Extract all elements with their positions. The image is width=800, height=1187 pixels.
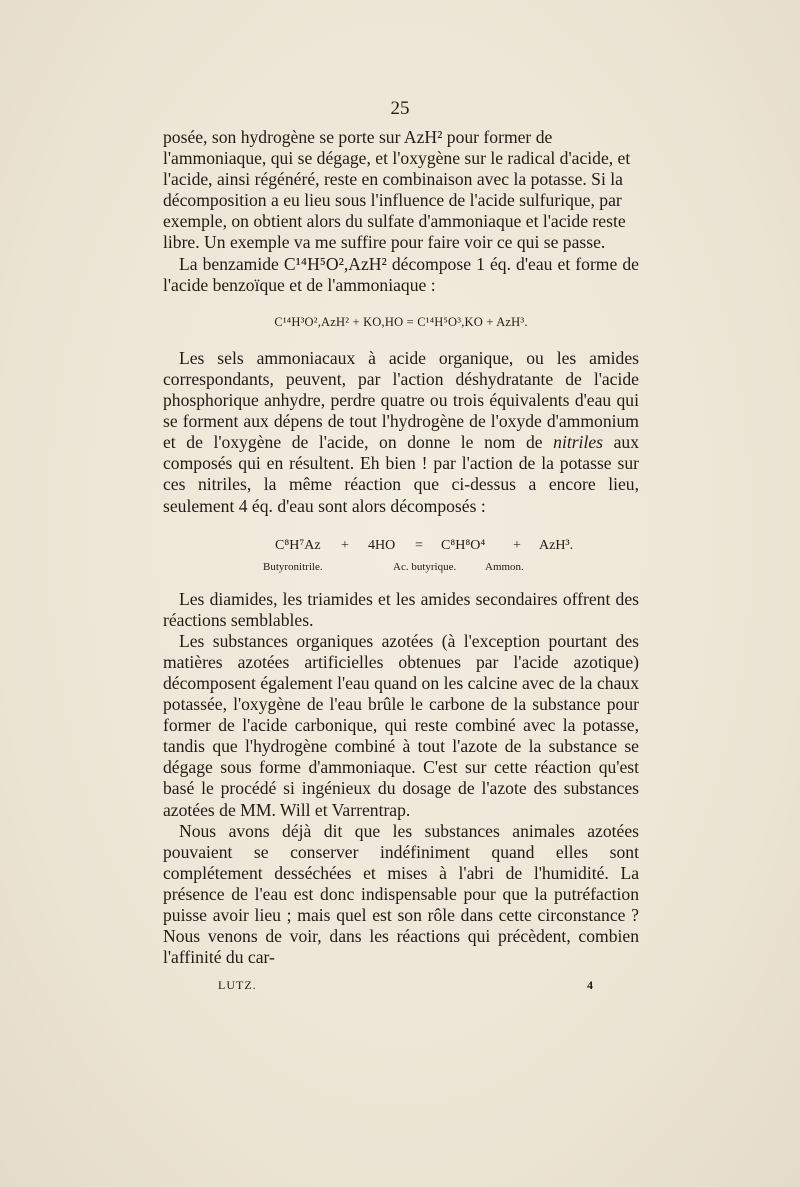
formula-butyronitrile — [163, 535, 639, 557]
formula-term-1: C⁸H⁷Az — [275, 537, 321, 553]
formula-labels — [163, 557, 639, 575]
paragraph-3 — [163, 348, 639, 517]
paragraph-3-start: Les sels ammoniacaux à acide organique, ou les amides correspondants, peuvent, par l'action déshydratante de l'acide phosphorique anhydre, perdre quatre ou trois équivalents d'eau qui se forment aux dépens de tout l'hydrogène de l'oxyde d'ammonium et de l'oxygène de l'acide, on donne le nom de — [163, 347, 639, 453]
body-text — [163, 127, 639, 968]
nitriles-term: nitriles — [553, 432, 603, 453]
formula-benzamide: C¹⁴H³O²,AzH² + KO,HO = C¹⁴H⁵O³,KO + AzH³. — [274, 314, 528, 329]
paragraph-4: Les diamides, les triamides et les amides secondaires offrent des réactions semblables. — [163, 588, 639, 630]
formula-term-3: C⁸H⁸O⁴ — [441, 537, 486, 553]
formula-equals: = — [415, 537, 423, 553]
paragraph-2: La benzamide C¹⁴H⁵O²,AzH² décompose 1 éq. d'eau et forme de l'acide benzoïque et de l'ammoniaque : — [163, 253, 639, 295]
sheet-number: 4 — [587, 978, 593, 992]
page-number: 25 — [390, 98, 410, 119]
formula-plus-1: + — [341, 537, 349, 553]
label-butyric-acid: Ac. butyrique. — [393, 560, 457, 573]
label-butyronitrile: Butyronitrile. — [263, 560, 323, 573]
formula-term-2: 4HO — [368, 537, 396, 553]
formula-plus-2: + — [513, 537, 521, 553]
label-ammonia: Ammon. — [485, 560, 524, 573]
formula-term-4: AzH³. — [539, 537, 574, 553]
paragraph-6: Nous avons déjà dit que les substances animales azotées pouvaient se conserver indéfiniment quand elles sont complétement desséchées et mises à l'abri de l'humidité. La présence de l'eau est donc indispensable pour que la putréfaction puisse avoir lieu ; mais quel est son rôle dans cette circonstance ? Nous venons de voir, dans les réactions qui précèdent, combien l'affinité du car- — [163, 820, 639, 968]
paragraph-1: posée, son hydrogène se porte sur AzH² pour former de l'ammoniaque, qui se dégage, et l'oxygène sur le radical d'acide, et l'acide, ainsi régénéré, reste en combinaison avec la potasse. Si la décomposition a eu lieu sous l'influence de l'acide sulfurique, par exemple, on obtient alors du sulfate d'ammoniaque et l'acide reste libre. Un exemple va me suffire pour faire voir ce qui se passe. — [163, 127, 631, 253]
paragraph-5: Les substances organiques azotées (à l'exception pourtant des matières azotées artificielles obtenues par l'acide azotique) décomposent également l'eau quand on les calcine avec de la chaux potassée, l'oxygène de l'eau brûle le carbone de la substance pour former de l'acide carbonique, qui reste combiné avec la potasse, tandis que l'hydrogène combiné à tout l'azote de la substance se dégage sous forme d'ammoniaque. C'est sur cette réaction qu'est basé le procédé si ingénieux du dosage de l'azote des substances azotées de MM. Will et Varrentrap. — [163, 630, 639, 820]
paragraph-3-end: aux composés qui en résultent. Eh bien ! par l'action de la potasse sur ces nitriles, la même réaction que ci-dessus a encore lieu, seulement 4 éq. d'eau sont alors décomposés : — [163, 432, 639, 516]
printer-signature: LUTZ. — [218, 978, 257, 992]
